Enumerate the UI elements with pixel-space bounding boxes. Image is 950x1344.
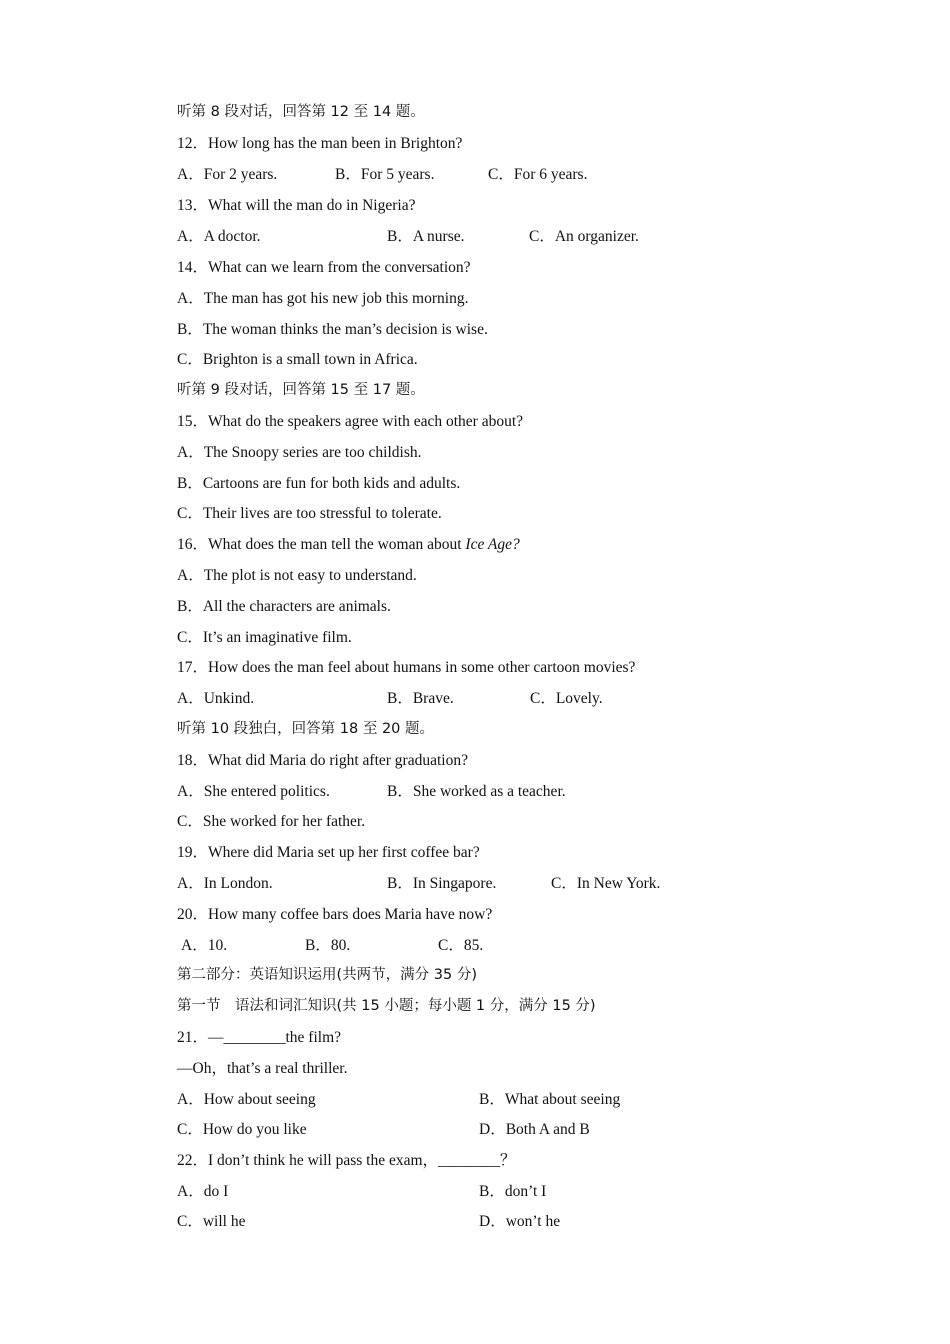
question-21-reply: —Oh，that’s a real thriller. [177, 1060, 348, 1077]
option-c: C．An organizer. [529, 228, 639, 245]
option-a: A．A doctor. [177, 228, 261, 245]
question-19-options [177, 868, 777, 899]
option-c: C．In New York. [551, 875, 661, 892]
option-c: C．Lovely. [530, 690, 603, 707]
option-a: A．do I [177, 1183, 229, 1200]
question-16-option-b: B．All the characters are animals. [177, 598, 391, 615]
option-b: B．Brave. [387, 690, 454, 707]
question-22-options-ab [177, 1176, 777, 1207]
option-a: A．She entered politics. [177, 783, 330, 800]
section-1-title: 第一节 语法和词汇知识(共 15 小题；每小题 1 分，满分 15 分) [177, 998, 596, 1014]
option-b: B．In Singapore. [387, 875, 497, 892]
option-c: C．How do you like [177, 1121, 307, 1138]
question-12-options [177, 159, 777, 190]
option-c: C．For 6 years. [488, 166, 588, 183]
question-14-option-b: B．The woman thinks the man’s decision is wise. [177, 321, 488, 338]
question-12-stem: 12．How long has the man been in Brighton? [177, 135, 463, 152]
option-a: A．10. [181, 937, 228, 954]
section-heading-10: 听第 10 段独白，回答第 18 至 20 题。 [177, 721, 435, 737]
question-13-options [177, 221, 777, 252]
question-20-stem: 20．How many coffee bars does Maria have now? [177, 906, 493, 923]
question-16-stem [177, 529, 520, 560]
question-14-option-a: A．The man has got his new job this morning. [177, 290, 469, 307]
question-22-options-cd [177, 1206, 777, 1237]
option-d: D．won’t he [479, 1213, 561, 1230]
question-14-stem: 14．What can we learn from the conversation? [177, 259, 471, 276]
option-b: B．What about seeing [479, 1091, 621, 1108]
option-d: D．Both A and B [479, 1121, 590, 1138]
option-a: A．In London. [177, 875, 273, 892]
question-14-option-c: C．Brighton is a small town in Africa. [177, 351, 418, 368]
movie-title: Ice Age? [465, 536, 520, 553]
question-15-option-b: B．Cartoons are fun for both kids and adults. [177, 475, 461, 492]
question-15-option-a: A．The Snoopy series are too childish. [177, 444, 422, 461]
part-2-title: 第二部分：英语知识运用(共两节，满分 35 分) [177, 967, 477, 983]
option-c: C．85. [438, 937, 484, 954]
question-16-option-c: C．It’s an imaginative film. [177, 629, 352, 646]
option-b: B．A nurse. [387, 228, 465, 245]
question-17-stem: 17．How does the man feel about humans in some other cartoon movies? [177, 659, 636, 676]
question-17-options [177, 683, 777, 714]
section-heading-8: 听第 8 段对话，回答第 12 至 14 题。 [177, 104, 425, 120]
question-16-option-a: A．The plot is not easy to understand. [177, 567, 417, 584]
question-16-stem-text: 16．What does the man tell the woman about [177, 536, 466, 553]
option-b: B．80. [305, 937, 351, 954]
option-b: B．She worked as a teacher. [387, 783, 566, 800]
option-a: A．Unkind. [177, 690, 255, 707]
question-18-stem: 18．What did Maria do right after graduation? [177, 752, 468, 769]
option-c: C．will he [177, 1213, 246, 1230]
option-a: A．For 2 years. [177, 166, 278, 183]
option-b: B．don’t I [479, 1183, 547, 1200]
question-13-stem: 13．What will the man do in Nigeria? [177, 197, 416, 214]
question-21-options-ab [177, 1084, 777, 1115]
question-21-options-cd [177, 1114, 777, 1145]
question-20-options [177, 930, 777, 961]
question-15-option-c: C．Their lives are too stressful to tolerate. [177, 505, 442, 522]
question-18-options [177, 776, 777, 807]
question-18-option-c: C．She worked for her father. [177, 813, 366, 830]
option-a: A．How about seeing [177, 1091, 316, 1108]
question-19-stem: 19．Where did Maria set up her first coffee bar? [177, 844, 480, 861]
section-heading-9: 听第 9 段对话，回答第 15 至 17 题。 [177, 382, 425, 398]
question-15-stem: 15．What do the speakers agree with each other about? [177, 413, 524, 430]
question-21-stem: 21．—________the film? [177, 1029, 342, 1046]
question-22-stem: 22．I don’t think he will pass the exam，________？ [177, 1152, 516, 1169]
option-b: B．For 5 years. [335, 166, 435, 183]
